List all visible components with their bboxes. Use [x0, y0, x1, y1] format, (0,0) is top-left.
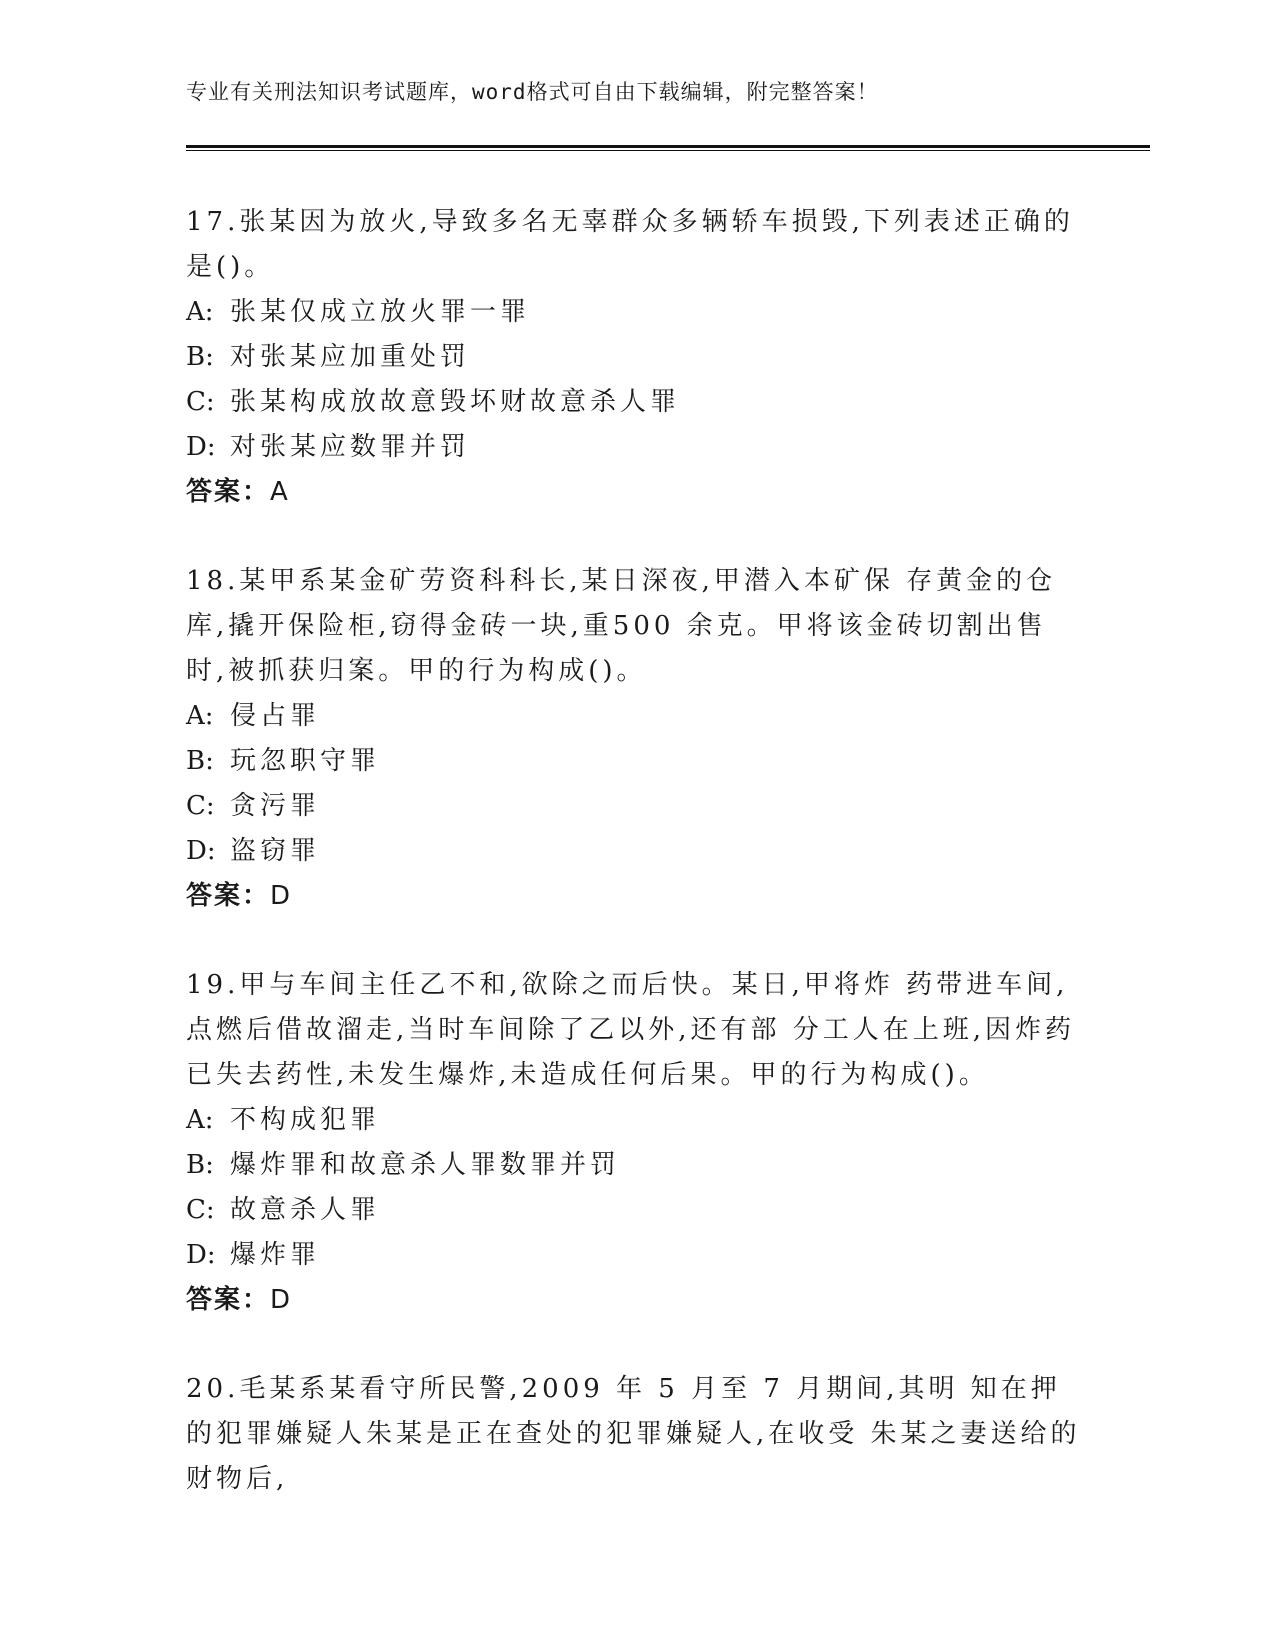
- option-text: 贪污罪: [230, 791, 321, 821]
- question-list: [186, 200, 1086, 1546]
- option-letter: A:: [186, 1105, 214, 1135]
- page-header: 专业有关刑法知识考试题库，word格式可自由下载编辑，附完整答案！: [186, 80, 879, 104]
- option-letter: C:: [186, 387, 215, 417]
- option-text: 故意杀人罪: [230, 1195, 381, 1225]
- option-a: [186, 1098, 1086, 1143]
- option-c: [186, 1188, 1086, 1233]
- option-b: [186, 1143, 1086, 1188]
- option-text: 爆炸罪: [230, 1240, 321, 1270]
- question-17: [186, 200, 1086, 515]
- question-20: [186, 1367, 1086, 1502]
- option-letter: C:: [186, 1195, 215, 1225]
- option-c: [186, 784, 1086, 829]
- header-divider: [186, 145, 1150, 148]
- option-text: 对张某应加重处罚: [230, 342, 471, 372]
- option-a: [186, 290, 1086, 335]
- option-text: 侵占罪: [230, 701, 321, 731]
- answer-label: 答案：: [186, 881, 271, 911]
- option-letter: D:: [186, 432, 216, 462]
- option-letter: C:: [186, 791, 215, 821]
- header-divider-thin: [186, 150, 1150, 151]
- answer-line: [186, 470, 1086, 515]
- option-b: [186, 739, 1086, 784]
- answer-label: 答案：: [186, 1285, 271, 1315]
- option-letter: D:: [186, 1240, 216, 1270]
- question-18: [186, 559, 1086, 919]
- option-a: [186, 694, 1086, 739]
- question-stem: 18.某甲系某金矿劳资科科长,某日深夜,甲潜入本矿保 存黄金的仓库,撬开保险柜,窃得金砖一块,重500 余克。甲将该金砖切割出售时,被抓获归案。甲的行为构成()。: [186, 566, 1057, 686]
- option-text: 张某仅成立放火罪一罪: [230, 297, 531, 327]
- option-text: 盗窃罪: [230, 836, 321, 866]
- option-d: [186, 829, 1086, 874]
- option-d: [186, 1233, 1086, 1278]
- option-letter: B:: [186, 746, 214, 776]
- option-text: 张某构成放故意毁坏财故意杀人罪: [230, 387, 681, 417]
- answer-line: [186, 1278, 1086, 1323]
- question-19: [186, 963, 1086, 1323]
- question-stem: 20.毛某系某看守所民警,2009 年 5 月至 7 月期间,其明 知在押的犯罪嫌疑人朱某是正在查处的犯罪嫌疑人,在收受 朱某之妻送给的财物后,: [186, 1374, 1081, 1494]
- option-letter: A:: [186, 701, 214, 731]
- option-letter: B:: [186, 342, 214, 372]
- option-text: 玩忽职守罪: [230, 746, 381, 776]
- option-text: 不构成犯罪: [230, 1105, 381, 1135]
- answer-line: [186, 874, 1086, 919]
- answer-value: D: [270, 881, 293, 911]
- option-b: [186, 335, 1086, 380]
- answer-value: D: [270, 1285, 293, 1315]
- answer-value: A: [270, 477, 290, 507]
- answer-label: 答案：: [186, 477, 271, 507]
- question-stem: 19.甲与车间主任乙不和,欲除之而后快。某日,甲将炸 药带进车间,点燃后借故溜走,当时车间除了乙以外,还有部 分工人在上班,因炸药已失去药性,未发生爆炸,未造成任何后果。甲的行为构成()。: [186, 970, 1076, 1090]
- option-c: [186, 380, 1086, 425]
- option-d: [186, 425, 1086, 470]
- option-text: 对张某应数罪并罚: [230, 432, 471, 462]
- question-stem: 17.张某因为放火,导致多名无辜群众多辆轿车损毁,下列表述正确的是()。: [186, 207, 1074, 282]
- option-letter: B:: [186, 1150, 214, 1180]
- option-letter: A:: [186, 297, 214, 327]
- option-letter: D:: [186, 836, 216, 866]
- option-text: 爆炸罪和故意杀人罪数罪并罚: [230, 1150, 621, 1180]
